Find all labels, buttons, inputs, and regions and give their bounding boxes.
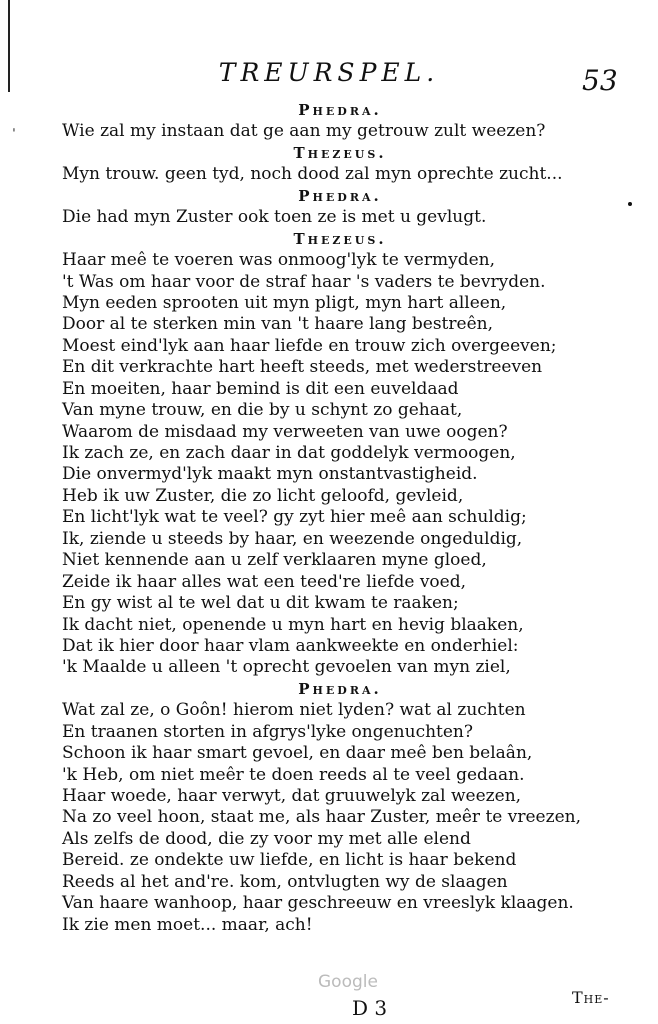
verse-line: Wat zal ze, o Goôn! hierom niet lyden? wat al zuchten (62, 700, 526, 721)
speaker-heading: Phedra. (298, 101, 382, 119)
verse-line: Na zo veel hoon, staat me, als haar Zuster, meêr te vreezen, (62, 807, 581, 828)
verse-line: Ik zie men moet... maar, ach! (62, 914, 313, 935)
verse-line: Die onvermyd'lyk maakt myn onstantvastigheid. (62, 464, 478, 485)
signature-mark: D 3 (352, 996, 388, 1020)
catchword: The- (572, 988, 610, 1007)
verse-line: Ik zach ze, en zach daar in dat goddelyk vermoogen, (62, 443, 516, 463)
verse-line: Myn trouw. geen tyd, noch dood zal myn oprechte zucht... (62, 164, 563, 185)
speaker-heading: Phedra. (298, 186, 382, 205)
verse-line: Waarom de misdaad my verweeten van uwe oogen? (62, 421, 508, 442)
verse-line: En dit verkrachte hart heeft steeds, met wederstreeven (62, 357, 543, 378)
verse-line: Heb ik uw Zuster, die zo licht geloofd, gevleid, (62, 485, 464, 506)
verse-line: Zeide ik haar alles wat een teed're liefde voed, (62, 571, 466, 592)
verse-line: 't Was om haar voor de straf haar 's vaders te bevryden. (62, 271, 546, 292)
verse-line: Door al te sterken min van 't haare lang bestreên, (62, 314, 493, 335)
verse-line: 'k Heb, om niet meêr te doen reeds al te veel gedaan. (62, 764, 525, 785)
margin-mark: ˌ (12, 118, 16, 134)
verse-line: Schoon ik haar smart gevoel, en daar meê ben belaân, (62, 743, 533, 764)
verse-line: Bereid. ze ondekte uw liefde, en licht is haar bekend (62, 850, 517, 871)
verse-line: Wie zal my instaan dat ge aan my getrouw zult weezen? (62, 121, 546, 142)
running-head: TREURSPEL. (218, 58, 440, 87)
verse-line: 'k Maalde u alleen 't oprecht gevoelen van myn ziel, (62, 657, 511, 678)
verse-line: Reeds al het and're. kom, ontvlugten wy de slaagen (62, 871, 508, 892)
speaker-heading: Thezeus. (293, 229, 387, 248)
verse-text-block (60, 100, 640, 936)
verse-line: Als zelfs de dood, die zy voor my met alle elend (62, 828, 471, 849)
verse-line: Haar woede, haar verwyt, dat gruuwelyk zal weezen, (62, 786, 522, 806)
verse-line: Niet kennende aan u zelf verklaaren myne gloed, (62, 550, 487, 571)
speaker-heading: Phedra. (298, 679, 382, 698)
verse-line: Moest eind'lyk aan haar liefde en trouw zich overgeeven; (62, 335, 557, 356)
verse-line: En licht'lyk wat te veel? gy zyt hier meê aan schuldig; (62, 507, 527, 528)
verse-line: Ik dacht niet, openende u myn hart en hevig blaaken, (62, 614, 524, 635)
verse-line: En moeiten, haar bemind is dit een euveldaad (62, 378, 459, 399)
verse-line: Dat ik hier door haar vlam aankweekte en onderhiel: (62, 635, 519, 656)
verse-line: Van haare wanhoop, haar geschreeuw en vreeslyk klaagen. (62, 893, 574, 914)
verse-line: Die had myn Zuster ook toen ze is met u gevlugt. (62, 207, 487, 228)
verse-line: En gy wist al te wel dat u dit kwam te raaken; (62, 593, 459, 614)
verse-line: Van myne trouw, en die by u schynt zo gehaat, (62, 400, 463, 421)
verse-line: Myn eeden sprooten uit myn pligt, myn hart alleen, (62, 292, 507, 313)
verse-line: Ik, ziende u steeds by haar, en weezende ongeduldig, (62, 528, 523, 549)
verse-line: Haar meê te voeren was onmoog'lyk te vermyden, (62, 250, 496, 271)
watermark: Google (318, 972, 378, 992)
page-number: 53 (582, 64, 618, 97)
verse-line: En traanen storten in afgrys'lyke ongenuchten? (62, 721, 473, 742)
speaker-heading: Thezeus. (293, 143, 387, 162)
